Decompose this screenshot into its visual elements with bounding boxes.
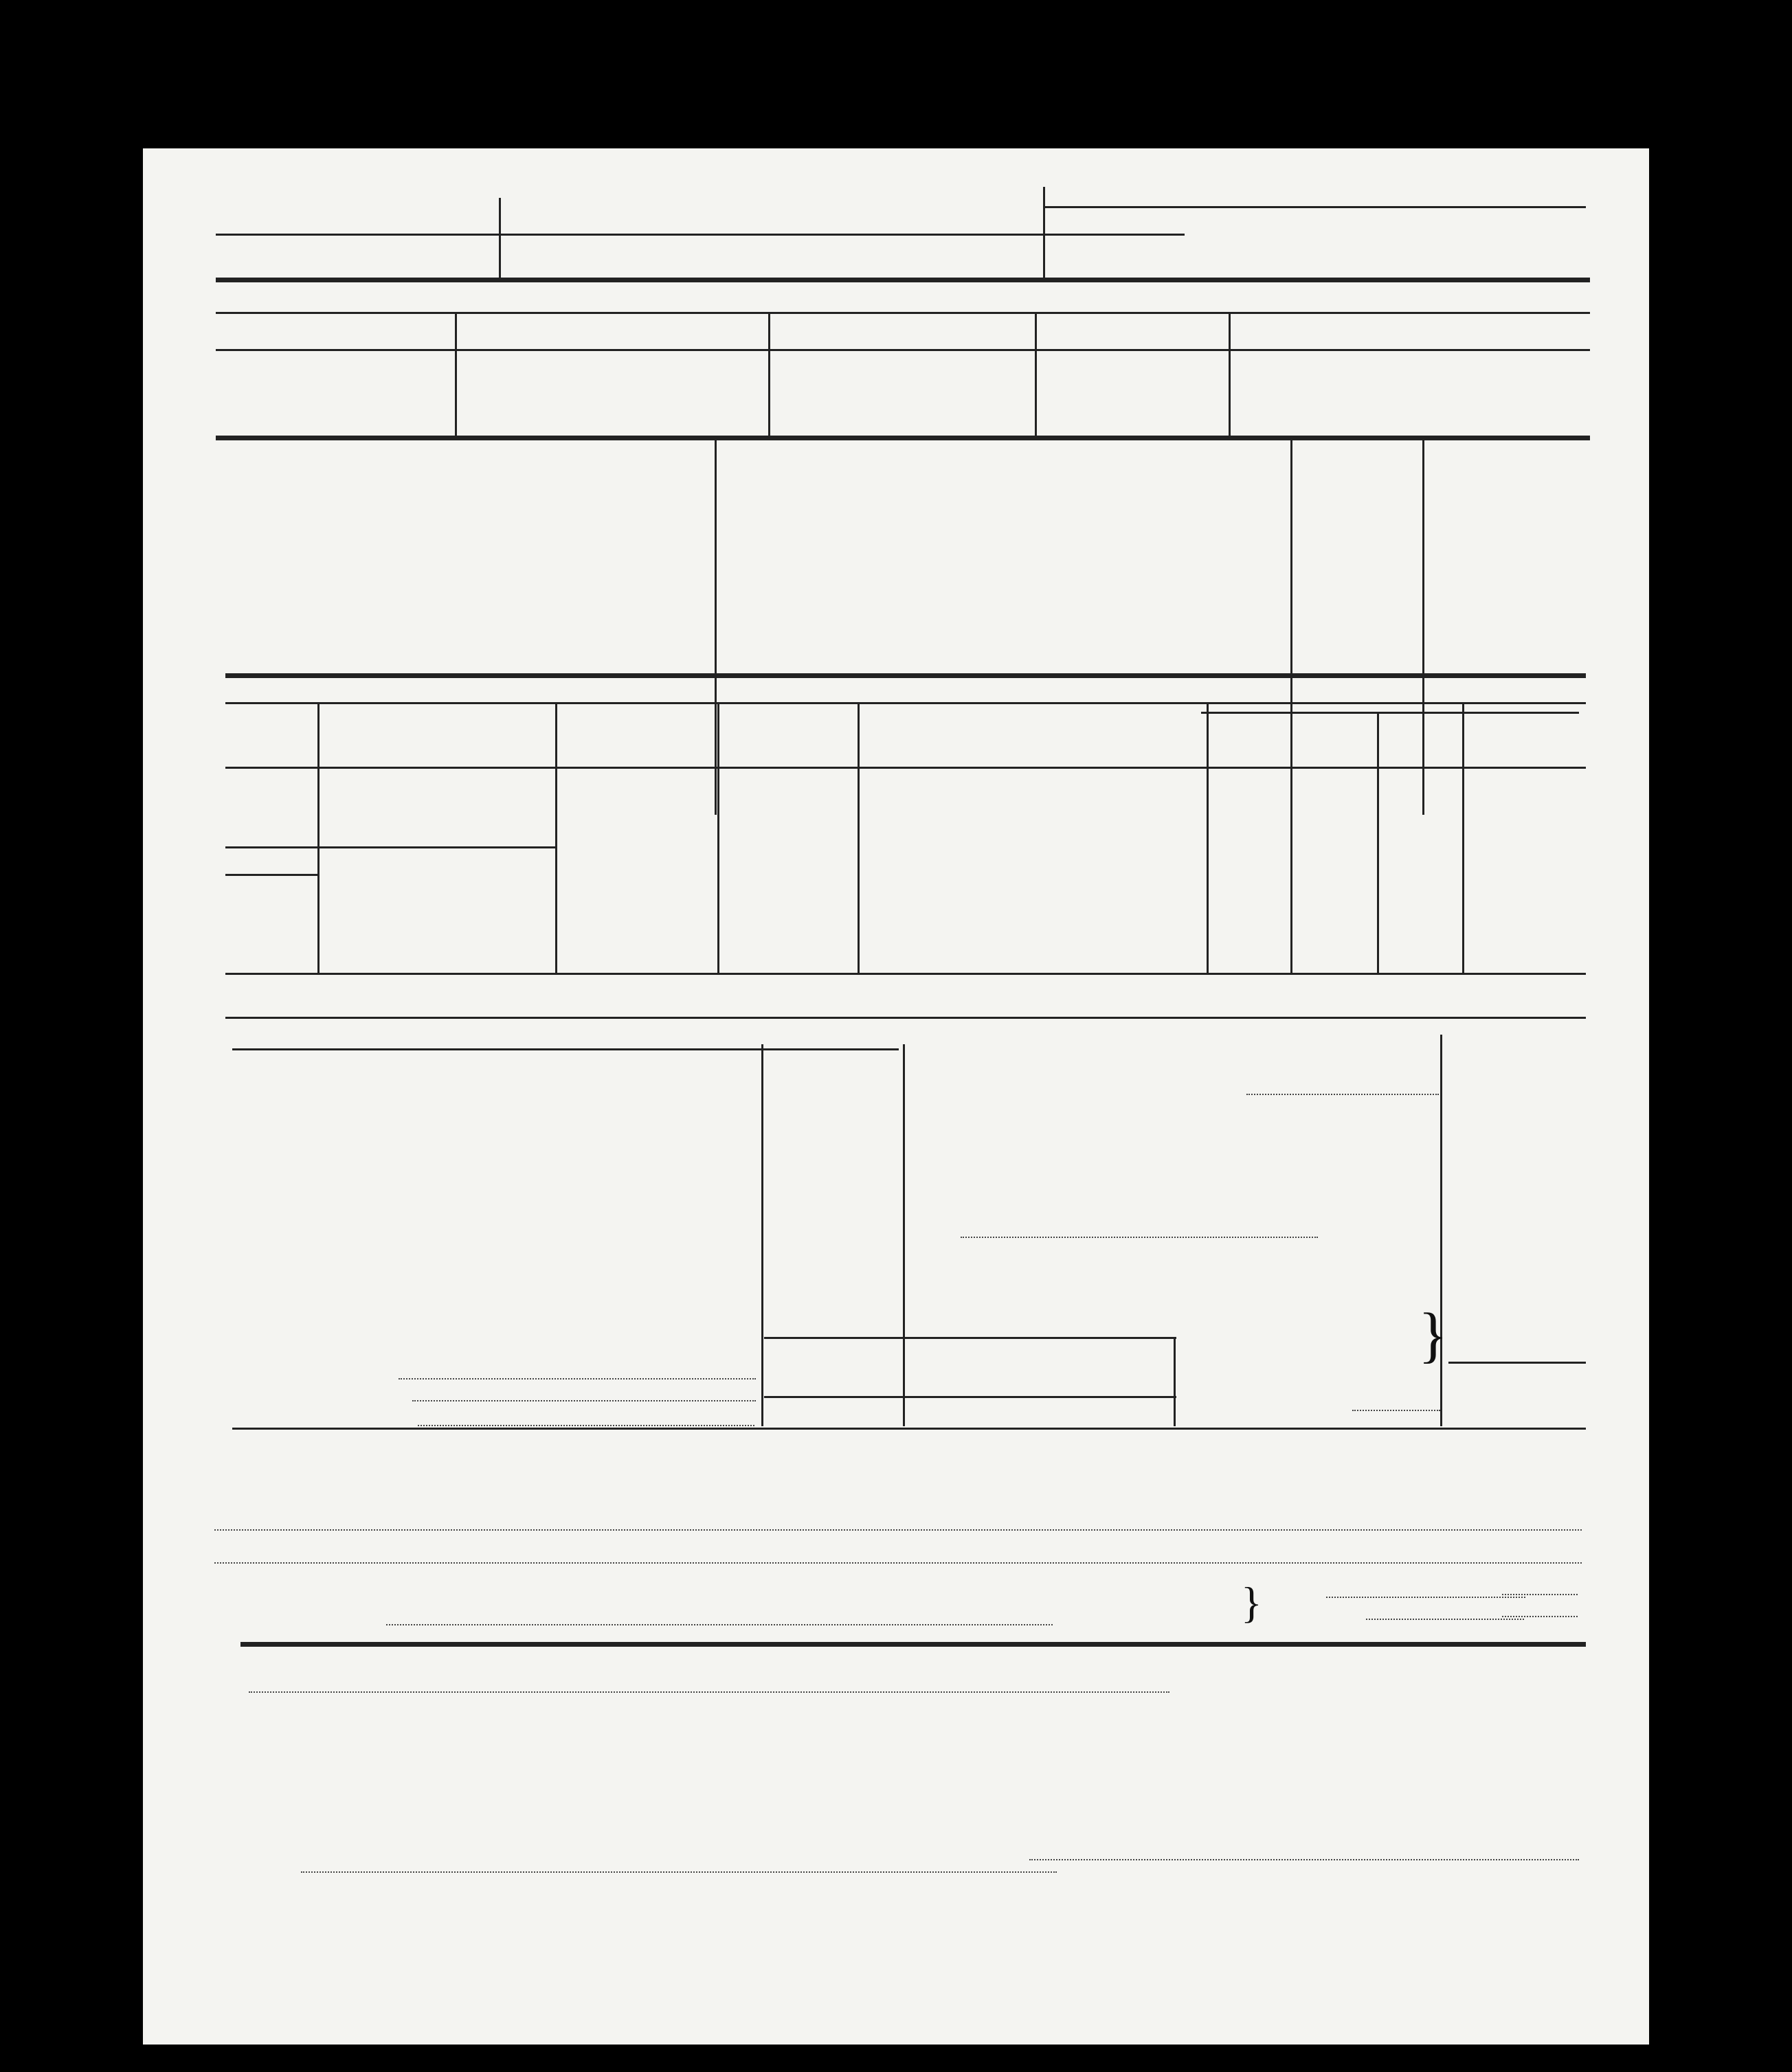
registry-form-sheet: [143, 148, 1649, 2045]
certificate-brace: }: [1241, 1578, 1262, 1627]
brace-mark: }: [1418, 1301, 1448, 1369]
